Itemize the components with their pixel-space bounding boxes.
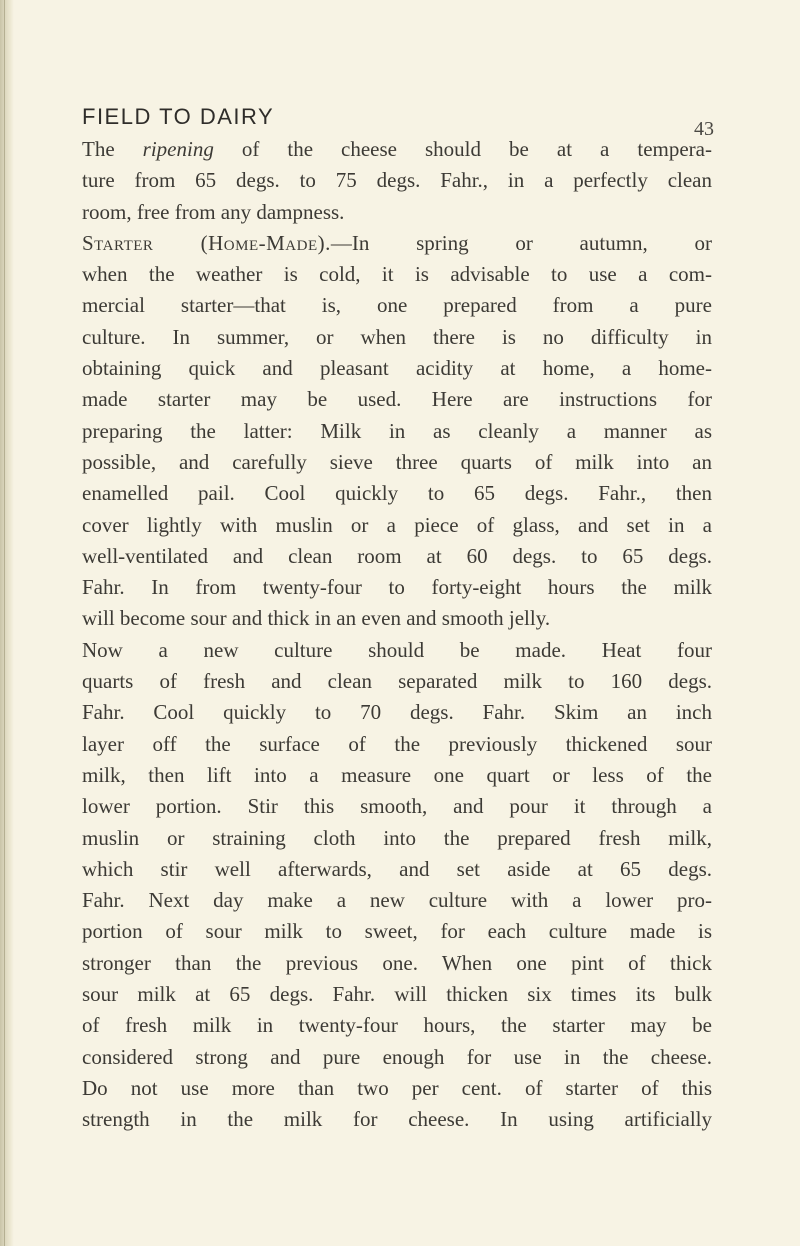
text-line: layer off the surface of the previously thickened sour	[82, 731, 712, 756]
text-line: enamelled pail. Cool quickly to 65 degs. Fahr., then	[82, 481, 712, 506]
text-line: room, free from any dampness.	[82, 199, 345, 224]
text-line: considered strong and pure enough for use in the cheese.	[82, 1044, 712, 1069]
text-line: Fahr. Cool quickly to 70 degs. Fahr. Skim an inch	[82, 700, 712, 725]
text-line: mercial starter—that is, one prepared from a pure	[82, 293, 712, 318]
text-line: muslin or straining cloth into the prepared fresh milk,	[82, 825, 712, 850]
text-line: cover lightly with muslin or a piece of glass, and set in a	[82, 512, 712, 537]
text-line: strength in the milk for cheese. In using artificially	[82, 1107, 712, 1132]
text-line: when the weather is cold, it is advisable to use a com-	[82, 262, 712, 287]
text-line: made starter may be used. Here are instructions for	[82, 387, 712, 412]
text-line: Do not use more than two per cent. of starter of this	[82, 1075, 712, 1100]
body-text	[82, 134, 712, 1136]
text-line: which stir well afterwards, and set aside at 65 degs.	[82, 856, 712, 881]
section-heading-line: Starter (Home-Made).—In spring or autumn, or	[82, 230, 712, 255]
running-head: FIELD TO DAIRY	[82, 104, 275, 129]
text-line: milk, then lift into a measure one quart or less of the	[82, 762, 712, 787]
text-line: lower portion. Stir this smooth, and pour it through a	[82, 794, 712, 819]
text-line: will become sour and thick in an even and smooth jelly.	[82, 606, 551, 631]
text-line: sour milk at 65 degs. Fahr. will thicken six times its bulk	[82, 982, 712, 1007]
text-line: possible, and carefully sieve three quarts of milk into an	[82, 449, 712, 474]
text-line: The ripening of the cheese should be at a tempera-	[82, 137, 712, 161]
text-line: culture. In summer, or when there is no difficulty in	[82, 324, 712, 349]
binding-shadow-line	[4, 0, 5, 1246]
text-line: Fahr. Next day make a new culture with a lower pro-	[82, 888, 712, 913]
page-binding-edge	[0, 0, 14, 1246]
text-line: Fahr. In from twenty-four to forty-eight hours the milk	[82, 575, 712, 600]
text-line: Now a new culture should be made. Heat four	[82, 637, 712, 662]
italic-term-ripening: ripening	[142, 137, 214, 161]
text-line: of fresh milk in twenty-four hours, the starter may be	[82, 1013, 712, 1038]
text-line: portion of sour milk to sweet, for each culture made is	[82, 919, 712, 944]
text-line: well-ventilated and clean room at 60 degs. to 65 degs.	[82, 543, 712, 568]
text-line: ture from 65 degs. to 75 degs. Fahr., in a perfectly clean	[82, 168, 712, 193]
page-number: 43	[694, 118, 714, 140]
text-line: obtaining quick and pleasant acidity at home, a home-	[82, 356, 712, 381]
text-line: preparing the latter: Milk in as cleanly a manner as	[82, 418, 712, 443]
text-line: quarts of fresh and clean separated milk to 160 degs.	[82, 669, 712, 694]
text-line: stronger than the previous one. When one pint of thick	[82, 950, 712, 975]
section-heading-starter: Starter (Home-Made).	[82, 230, 331, 255]
